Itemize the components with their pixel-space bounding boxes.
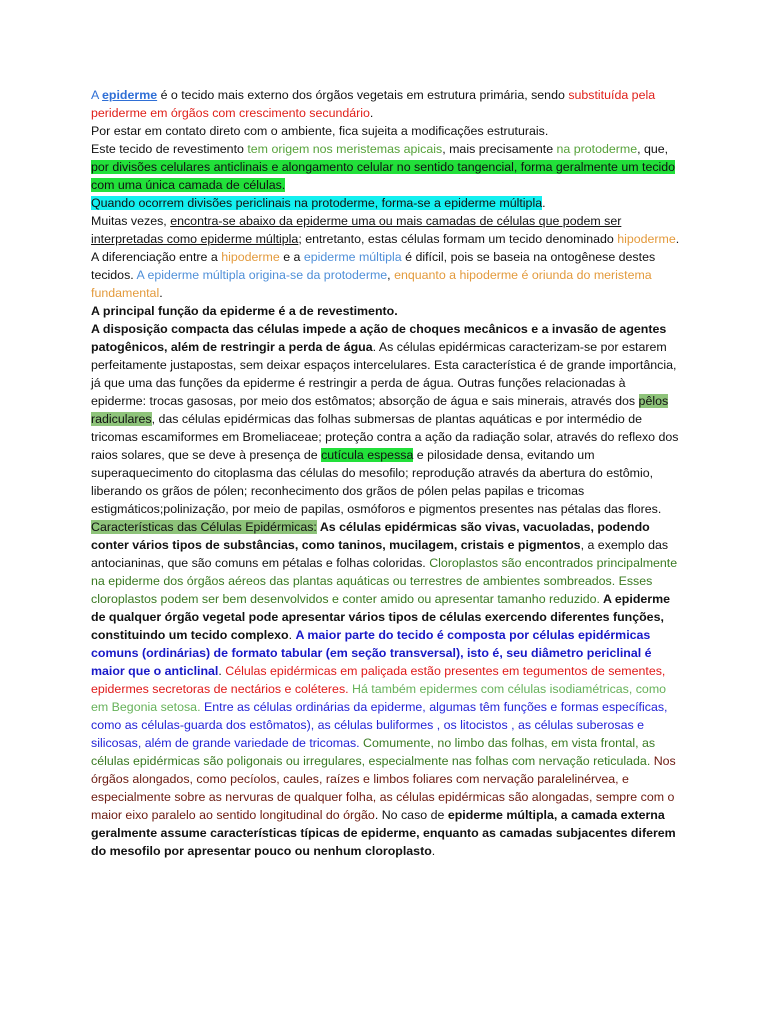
text-green: Há também epidermes com células isodiamétricas, como em Begonia setosa. [91,682,667,714]
text-run: . No caso de [374,808,448,822]
text-orange: enquanto a hipoderme é oriunda do meristema fundamental [91,268,652,300]
text-orange: hipoderme [617,232,676,246]
text-run: , que, [637,142,669,156]
highlight-cyan: Quando ocorrem divisões periclinais na protoderme, forma-se a epiderme múltipla [91,196,543,210]
text-run: . [288,628,296,642]
text-underlined: encontra-se abaixo da epiderme uma ou mais camadas de células que podem ser interpretadas como epiderme múltipla [91,214,622,246]
text-run: , mais precisamente [442,142,557,156]
text-red: substituída pela periderme em órgãos com crescimento secundário [91,88,656,120]
paragraph-intro [91,86,683,122]
text-darkgreen: Comumente, no limbo das folhas, em vista frontal, as células epidérmicas são poligonais ou irregulares, especialmente nas folhas com nervação reticulada. [91,736,656,768]
text-bold: As células epidérmicas são vivas, vacuoladas, podendo conter vários tipos de substâncias, como taninos, mucilagem, cristais e pigmentos [91,520,650,552]
text-orange: hipoderme [221,250,280,264]
highlight-pelos: pêlos radiculares [91,394,669,426]
text-run: , das células epidérmicas das folhas submersas de plantas aquáticas e por intermédio de tricomas escamiformes em Bromeliaceae; proteção contra a ação da radiação solar, através do reflexo dos raios solares, que se deve à presença de [91,412,679,462]
paragraph-hipoderme [91,212,683,302]
heading-characteristics: Características das Células Epidérmicas: [91,520,317,534]
text-blue: epiderme múltipla [303,250,402,264]
text-run: e pilosidade densa, evitando um superaquecimento do citoplasma das células do mesofilo; reprodução através da abertura do estômio, liberando os grãos de pólen; reconhecimento dos grãos de pólen pelas papilas e tricomas estigmáticos;polinização, por meio de papilas, osmóforos e pigmentos presentes nas pétalas das flores. [91,448,662,516]
term-epiderme: epiderme [102,88,158,102]
text-navy-bold: A maior parte do tecido é composta por células epidérmicas comuns (ordinárias) de formato tabular (em seção transversal), isto é, seu diâmetro periclinal é maior que o anticlinal [91,628,652,678]
text-run: . As células epidérmicas caracterizam-se por estarem perfeitamente justapostas, sem deixar espaços intercelulares. Esta característica é de grande importância, já que uma das funções da epiderme é restringir a perda de água. Outras funções relacionadas à epiderme: trocas gasosas, por meio dos estômatos; absorção de água e sais minerais, através dos [91,340,677,408]
text-run: , a exemplo das antocianinas, que são comuns em pétalas e folhas coloridas. [91,538,669,570]
text-run: Muitas vezes, [91,214,171,228]
text-darkgreen: Cloroplastos são encontrados principalmente na epiderme dos órgãos aéreos das plantas aquáticas ou terrestres de ambientes sombreados. Esses cloroplastos podem ser bem desenvolvidos e conter amido ou apresentar tamanho reduzido. [91,556,678,606]
text-bold: epiderme múltipla, a camada externa geralmente assume características típicas de epiderme, enquanto as camadas subjacentes diferem do mesofilo por apresentar pouco ou nenhum cloroplasto [91,808,676,858]
text-bold: A disposição compacta das células impede a ação de choques mecânicos e a invasão de agentes patogênicos, além de restringir a perda de água [91,322,667,354]
text-run: . [369,106,374,120]
paragraph-contact: Por estar em contato direto com o ambiente, fica sujeita a modificações estruturais. [91,124,549,138]
text-run: . [542,196,546,210]
text-run: , [387,268,395,282]
text-run: . [159,286,163,300]
paragraph-origin [91,140,683,194]
text-bold: A epiderme de qualquer órgão vegetal pode apresentar vários tipos de células exercendo diferentes funções, constituindo um tecido complexo [91,592,671,642]
paragraph-main-function: A principal função da epiderme é a de revestimento. [91,304,398,318]
text-red: Células epidérmicas em paliçada estão presentes em tegumentos de sementes, epidermes secretoras de nectários e coléteres. [91,664,666,696]
text-run: Este tecido de revestimento [91,142,248,156]
document-page [91,86,683,860]
text-run: . [218,664,226,678]
paragraph-periclinal [91,194,683,212]
text-run: ; entretanto, estas células formam um tecido denominado [298,232,618,246]
text-brown: Nos órgãos alongados, como pecíolos, caules, raízes e limbos foliares com nervação paralelinérvea, e especialmente sobre as nervuras de qualquer folha, as células epidérmicas são alongadas, sempre com o maior eixo paralelo ao sentido longitudinal do órgão [91,754,676,822]
text-a: A [91,88,103,102]
text-blue: Entre as células ordinárias da epiderme, algumas têm funções e formas específicas, como as células-guarda dos estômatos), as células buliformes , os litocistos , as células suberosas e silicosas, além de grande variedade de tricomas. [91,700,668,750]
text-green: tem origem nos meristemas apicais [247,142,443,156]
paragraph-characteristics [91,518,683,860]
text-green: na protoderme [556,142,638,156]
highlight-green: por divisões celulares anticlinais e alongamento celular no sentido tangencial, forma geralmente um tecido com uma única camada de células. [91,160,676,192]
text-run: é difícil, pois se baseia na ontogênese destes tecidos. [91,250,656,282]
text-run: e a [279,250,304,264]
text-run: . A diferenciação entre a [91,232,680,264]
text-run: é o tecido mais externo dos órgãos vegetais em estrutura primária, sendo [157,88,565,102]
text-blue: A epiderme múltipla origina-se da protoderme [136,268,388,282]
paragraph-functions [91,320,683,518]
text-run: . [431,844,436,858]
highlight-cuticula: cutícula espessa [321,448,414,462]
